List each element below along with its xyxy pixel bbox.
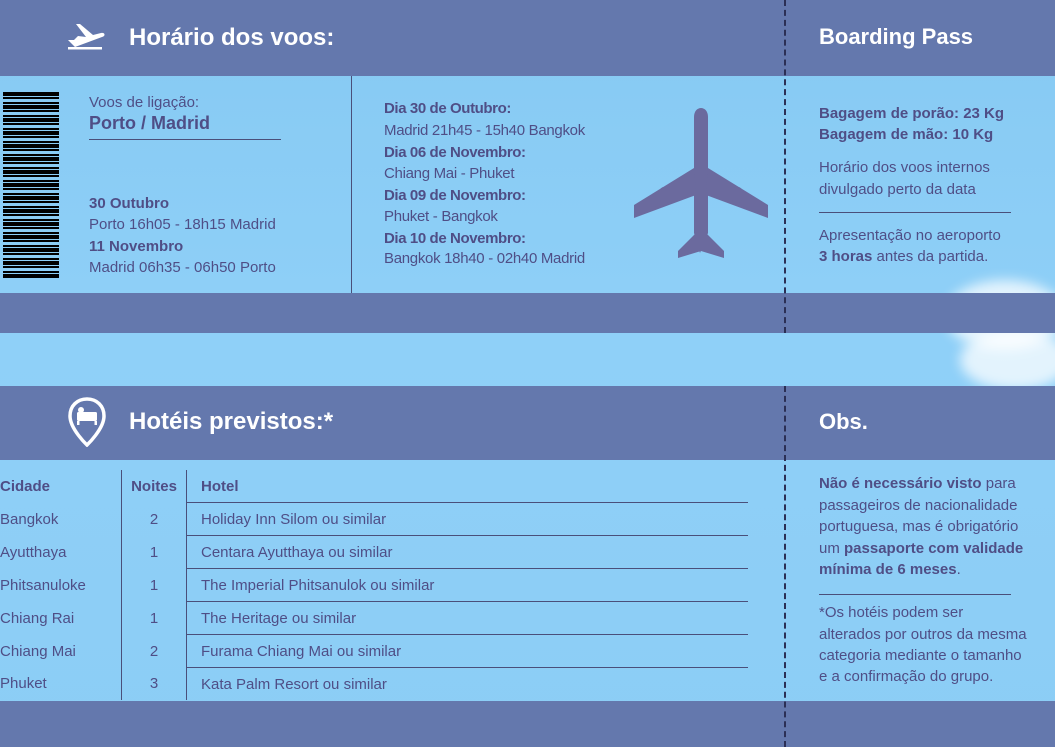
nights-cell: 2	[122, 503, 187, 536]
visa-text: um	[819, 540, 845, 557]
city-cell: Phitsanuloke	[0, 576, 86, 594]
nights-cell: 1	[122, 602, 187, 635]
internal-flights-note: Horário dos voos internos	[819, 159, 990, 176]
checkin-note	[819, 246, 988, 268]
divider	[89, 139, 281, 140]
passport-bold: passaporte com validade	[844, 540, 1024, 557]
obs-hotels-note: categoria mediante o tamanho	[819, 647, 1022, 664]
barcode-icon	[3, 92, 59, 278]
internal-flights-note: divulgado perto da data	[819, 181, 976, 198]
airplane-silhouette-icon	[634, 103, 768, 263]
obs-visa-note: passageiros de nacionalidade	[819, 497, 1018, 514]
obs-visa-note	[819, 559, 961, 581]
hotel-cell: Holiday Inn Silom ou similar	[187, 503, 749, 536]
bag-hold: Bagagem de porão: 23 Kg	[819, 105, 1005, 122]
table-row	[0, 602, 748, 635]
table-row	[0, 668, 748, 701]
flight-route: Phuket - Bangkok	[384, 208, 498, 225]
perforation-line	[784, 0, 786, 333]
table-row	[0, 635, 748, 668]
obs-title: Obs.	[819, 409, 868, 434]
flights-title: Horário dos voos:	[129, 24, 335, 51]
connection-route-line: Madrid 06h35 - 06h50 Porto	[89, 259, 276, 276]
bag-hand: Bagagem de mão: 10 Kg	[819, 126, 994, 143]
connection-date: 11 Novembro	[89, 238, 184, 255]
checkin-hours: 3 horas	[819, 248, 873, 265]
checkin-note: Apresentação no aeroporto	[819, 227, 1001, 244]
checkin-rest: antes da partida.	[872, 248, 989, 265]
visa-text: para	[981, 475, 1016, 492]
column-header-hotel: Hotel	[187, 470, 749, 503]
connection-route-line: Porto 16h05 - 18h15 Madrid	[89, 216, 276, 233]
city-cell: Chiang Rai	[0, 609, 75, 627]
cloud-decoration	[960, 330, 1055, 390]
flight-date: Dia 06 de Novembro:	[384, 144, 526, 161]
boarding-pass-title: Boarding Pass	[819, 24, 974, 49]
flight-date: Dia 09 de Novembro:	[384, 187, 526, 204]
nights-cell: 2	[122, 635, 187, 668]
city-cell: Ayutthaya	[0, 543, 67, 561]
divider	[819, 212, 1011, 213]
nights-cell: 1	[122, 536, 187, 569]
hotel-location-pin-icon	[68, 397, 106, 447]
flight-date: Dia 30 de Outubro:	[384, 100, 511, 117]
visa-bold: Não é necessário visto	[819, 475, 982, 492]
connection-label: Voos de ligação:	[89, 94, 200, 111]
hotels-table	[0, 470, 748, 700]
divider	[819, 594, 1011, 595]
connection-date: 30 Outubro	[89, 195, 170, 212]
obs-visa-note	[819, 473, 1016, 495]
perforation-line	[784, 386, 786, 747]
visa-text: .	[956, 561, 961, 578]
hotels-title: Hotéis previstos:*	[129, 408, 334, 435]
hotel-cell: Furama Chiang Mai ou similar	[187, 635, 749, 668]
hotel-cell: The Imperial Phitsanulok ou similar	[187, 569, 749, 602]
obs-hotels-note: e a confirmação do grupo.	[819, 668, 994, 685]
flight-date: Dia 10 de Novembro:	[384, 230, 526, 247]
hotel-cell: Centara Ayutthaya ou similar	[187, 536, 749, 569]
flight-route: Bangkok 18h40 - 02h40 Madrid	[384, 250, 585, 267]
nights-cell: 3	[122, 668, 187, 701]
column-header-city: Cidade	[0, 477, 51, 495]
connection-route: Porto / Madrid	[89, 113, 210, 133]
obs-visa-note: portuguesa, mas é obrigatório	[819, 518, 1019, 535]
city-cell: Chiang Mai	[0, 642, 76, 660]
obs-visa-note	[819, 538, 1023, 560]
table-header-row	[0, 470, 748, 503]
flight-route: Madrid 21h45 - 15h40 Bangkok	[384, 122, 585, 139]
hotel-cell: The Heritage ou similar	[187, 602, 749, 635]
passport-bold: mínima de 6 meses	[819, 561, 957, 578]
table-row	[0, 503, 748, 536]
flights-footer-bar	[0, 293, 1055, 333]
flight-route: Chiang Mai - Phuket	[384, 165, 515, 182]
plane-takeoff-icon	[66, 20, 106, 50]
table-row	[0, 536, 748, 569]
city-cell: Phuket	[0, 675, 47, 693]
obs-hotels-note: *Os hotéis podem ser	[819, 604, 964, 621]
hotels-footer-bar	[0, 701, 1055, 747]
divider	[351, 76, 352, 293]
hotel-cell: Kata Palm Resort ou similar	[187, 668, 749, 701]
table-row	[0, 569, 748, 602]
column-header-nights: Noites	[122, 470, 187, 503]
city-cell: Bangkok	[0, 510, 59, 528]
nights-cell: 1	[122, 569, 187, 602]
obs-hotels-note: alterados por outros da mesma	[819, 626, 1027, 643]
